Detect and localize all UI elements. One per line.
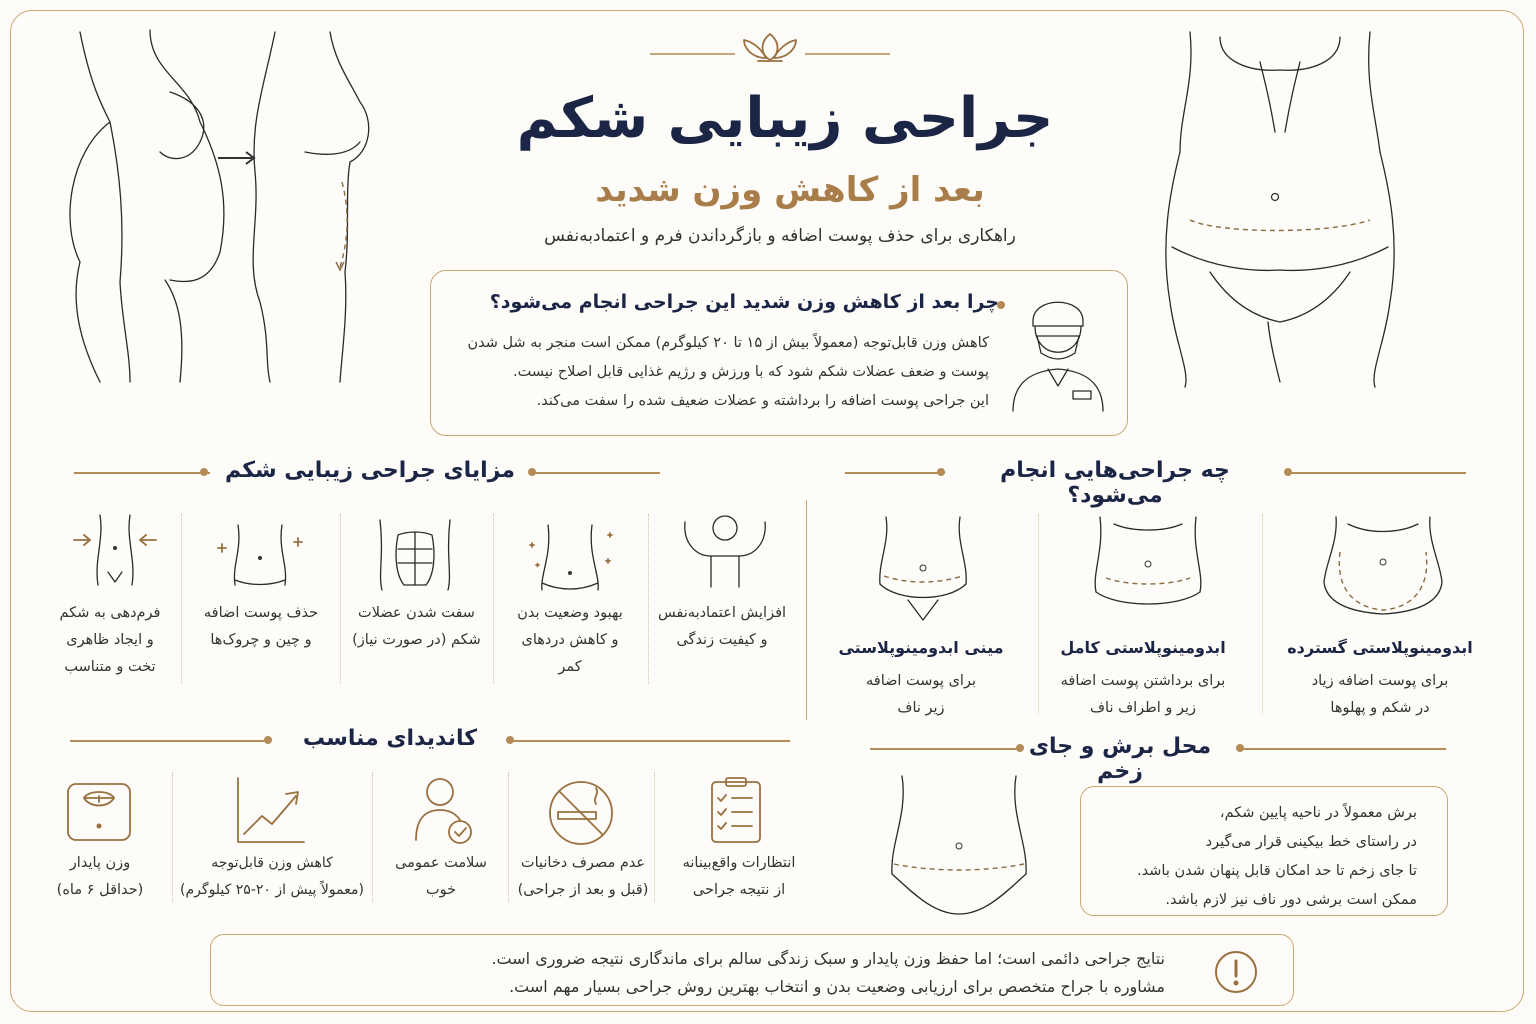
benefit-label: حذف پوست اضافه و چین و چروک‌ها: [203, 605, 319, 648]
surgery-name: ابدومینوپلاستی کامل: [1060, 638, 1226, 657]
page-tagline: راهکاری برای حذف پوست اضافه و بازگرداندن فرم و اعتمادبه‌نفس: [544, 226, 1016, 246]
benefit-label: فرم‌دهی به شکم و ایجاد ظاهری تخت و متناسب: [59, 605, 161, 675]
surgery-name: مینی ابدومینوپلاستی: [838, 638, 1004, 657]
scale-icon: [64, 780, 134, 846]
column-divider: [340, 514, 342, 684]
confidence-icon: [675, 512, 775, 592]
benefit-label: سفت شدن عضلات شکم (در صورت نیاز): [352, 605, 481, 648]
benefit-label: بهبود وضعیت بدن و کاهش دردهای کمر: [517, 605, 623, 675]
candidate-label: وزن پایدار (حداقل ۶ ماه): [56, 855, 144, 898]
note-panel: [210, 934, 1294, 1006]
why-line: این جراحی پوست اضافه را برداشته و عضلات ضعیف شده را سفت می‌کند.: [536, 393, 989, 409]
surgery-name: ابدومینوپلاستی گسترده: [1287, 638, 1473, 657]
torso-illustration: [1150, 22, 1410, 392]
abs-muscle-icon: [370, 515, 460, 595]
column-divider: [1262, 514, 1264, 714]
lotus-ornament-icon: [640, 28, 900, 68]
center-divider: [806, 500, 808, 720]
column-divider: [372, 772, 374, 902]
surgery-desc: برای پوست اضافه زیاد در شکم و پهلوها: [1311, 673, 1449, 716]
divider-dot: [528, 468, 536, 476]
posture-icon: [520, 515, 620, 595]
column-divider: [1038, 514, 1040, 714]
why-line: کاهش وزن قابل‌توجه (معمولاً بیش از ۱۵ تا ۲۰ کیلوگرم) ممکن است منجر به شل شدن: [467, 335, 989, 351]
incision-text: برش معمولاً در ناحیه پایین شکم، در راستای خط بیکینی قرار می‌گیرد تا جای زخم تا حد امکان قابل پنهان شدن باشد. ممکن است برشی دور ناف نیز لازم باشد.: [1137, 805, 1417, 908]
candidate-label: سلامت عمومی خوب: [395, 855, 487, 898]
surgeon-icon: [1003, 291, 1113, 421]
why-title: چرا بعد از کاهش وزن شدید این جراحی انجام می‌شود؟: [489, 291, 999, 313]
no-smoking-icon: [546, 778, 616, 848]
divider-line: [845, 472, 945, 474]
column-divider: [493, 514, 495, 684]
incision-section-title: محل برش و جای زخم: [1028, 734, 1212, 784]
extended-abdominoplasty-icon: [1318, 512, 1448, 622]
divider-line: [1240, 748, 1446, 750]
warning-icon: [1213, 949, 1259, 995]
divider-dot: [200, 468, 208, 476]
candidate-label: انتظارات واقع‌بینانه از نتیجه جراحی: [682, 855, 796, 898]
sparkle-skin-icon: [210, 520, 310, 590]
why-panel: [430, 270, 1128, 436]
candidates-section-title: کاندیدای مناسب: [302, 726, 478, 751]
column-divider: [181, 514, 183, 684]
weight-loss-chart-icon: [232, 776, 308, 846]
surgeries-section-title: چه جراحی‌هایی انجام می‌شود؟: [1000, 458, 1230, 508]
health-person-icon: [410, 774, 480, 848]
divider-dot: [264, 736, 272, 744]
page-subtitle: بعد از کاهش وزن شدید: [595, 170, 985, 210]
checklist-icon: [706, 776, 766, 846]
column-divider: [648, 514, 650, 684]
benefits-section-title: مزایای جراحی زیبایی شکم: [224, 458, 516, 483]
why-body: [449, 329, 989, 416]
divider-line: [870, 748, 1020, 750]
divider-line: [1290, 472, 1466, 474]
divider-dot: [937, 468, 945, 476]
surgery-desc: برای برداشتن پوست اضافه زیر و اطراف ناف: [1060, 673, 1226, 716]
divider-dot: [1284, 468, 1292, 476]
divider-line: [74, 472, 210, 474]
contour-icon: [70, 510, 160, 590]
benefit-label: افزایش اعتمادبه‌نفس و کیفیت زندگی: [657, 605, 787, 648]
candidate-label: کاهش وزن قابل‌توجه (معمولاً پیش از ۲۰-۲۵ کیلوگرم): [180, 855, 364, 898]
divider-dot: [1016, 744, 1024, 752]
divider-line: [70, 740, 270, 742]
divider-line: [510, 740, 790, 742]
mini-abdominoplasty-icon: [868, 512, 978, 632]
why-line: پوست و ضعف عضلات شکم شود که با ورزش و رژیم غذایی قابل اصلاح نیست.: [513, 364, 989, 380]
note-text: نتایج جراحی دائمی است؛ اما حفظ وزن پایدار و سبک زندگی سالم برای ماندگاری نتیجه ضروری است. مشاوره با جراح متخصص برای ارزیابی وضعیت بدن و انتخاب بهترین روش جراحی بسیار مهم است.: [491, 949, 1165, 996]
full-abdominoplasty-icon: [1088, 512, 1208, 622]
divider-dot: [1236, 744, 1244, 752]
incision-torso-icon: [884, 774, 1034, 919]
incision-panel: [1080, 786, 1448, 916]
surgery-desc: برای پوست اضافه زیر ناف: [865, 673, 976, 716]
candidate-label: عدم مصرف دخانیات (قبل و بعد از جراحی): [517, 855, 649, 898]
divider-line: [530, 472, 660, 474]
before-after-illustration: [50, 22, 390, 392]
page-title: جراحی زیبایی شکم: [516, 86, 1054, 151]
divider-dot: [506, 736, 514, 744]
